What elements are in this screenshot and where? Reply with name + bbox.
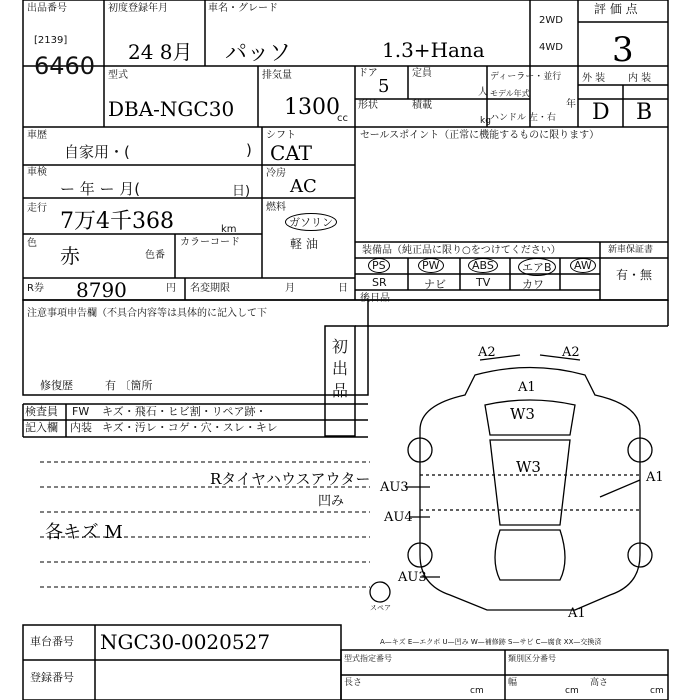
mark-w3-windshield: W3	[510, 405, 535, 423]
option-pw-label: PW	[418, 258, 444, 273]
door-label: ドア	[358, 68, 378, 79]
width-label: 幅	[508, 678, 518, 688]
rating-label: 評 価 点	[594, 2, 638, 16]
width-unit: cm	[565, 686, 579, 696]
shift-value: CAT	[270, 141, 312, 165]
length-label: 長さ	[344, 678, 363, 688]
reg-label: 登録番号	[30, 671, 74, 684]
capacity-unit: 人	[478, 87, 488, 98]
name-change-label: 名変期限	[190, 283, 230, 294]
displacement-label: 排気量	[262, 70, 292, 81]
equipment-title: 装備品（純正品に限り○をつけてください）	[362, 245, 561, 256]
option-airbag-label: エアB	[518, 258, 556, 276]
chassis-label: 車台番号	[30, 635, 74, 648]
color-no-label: 色番	[145, 250, 165, 261]
mileage-unit: km	[221, 224, 237, 235]
height-unit: cm	[650, 686, 664, 696]
recycle-value: 8790	[76, 278, 127, 302]
usage-label: 車歴	[27, 130, 47, 141]
first-reg-value: 24 8月	[128, 40, 193, 64]
lot-code: [2139]	[34, 35, 68, 46]
mark-a2-right: A2	[562, 345, 580, 360]
option-aw-label: AW	[570, 258, 596, 273]
interior-label: 内 装	[628, 73, 652, 84]
inspection-day: 日)	[232, 184, 251, 199]
exterior-grade: D	[592, 100, 610, 125]
rating-value: 3	[612, 30, 634, 70]
sales-points-label: セールスポイント（正常に機能するものに限ります）	[360, 130, 600, 141]
drive-2wd: 2WD	[539, 15, 563, 26]
model-year-label: モデル年式	[490, 89, 530, 98]
model-year-suffix: 年	[566, 99, 576, 110]
mark-a1-rear: A1	[568, 606, 586, 621]
option-airbag	[518, 258, 556, 276]
option-ps-label: PS	[368, 258, 390, 273]
color-value: 赤	[60, 244, 80, 268]
history-label: 修復歴	[40, 379, 73, 392]
ac-label: 冷房	[266, 168, 286, 179]
lot-label: 出品番号	[27, 3, 67, 14]
handwritten-note-3: 各キズ M	[45, 522, 123, 543]
mark-au3-left: AU3	[380, 480, 409, 495]
mark-a2-left: A2	[478, 345, 496, 360]
interior-grade: B	[636, 100, 653, 125]
option-ps	[368, 258, 390, 273]
shape-label: 形状	[358, 100, 378, 111]
height-label: 高さ	[590, 678, 609, 688]
fuel-diesel: 軽 油	[290, 237, 318, 251]
new-warranty-label: 新車保証書	[608, 245, 654, 255]
fuel-gasoline-circle: ガソリン	[285, 213, 337, 231]
fuel-label: 燃料	[266, 202, 286, 213]
color-code-label: カラーコード	[180, 237, 240, 248]
fuel-gasoline	[285, 213, 337, 231]
interior-items: キズ・汚レ・コゲ・穴・スレ・キレ	[102, 421, 278, 434]
capacity-label: 定員	[412, 68, 432, 79]
damage-legend: A—キズ E—エクボ U—凹み W—補修跡 S—サビ C—腐食 XX—交換済	[380, 638, 602, 646]
handwritten-note-1: Rタイヤハウスアウター	[210, 470, 371, 488]
dealer-label: ディーラー・並行	[490, 72, 562, 82]
first-listing-stamp: 初出品	[332, 337, 349, 400]
option-sr: SR	[372, 276, 387, 289]
delivery-label: 後日品	[360, 293, 390, 304]
load-label: 積載	[412, 100, 432, 111]
category-label: 類別区分番号	[508, 654, 556, 663]
usage-value: 自家用・(	[64, 143, 130, 161]
shift-label: シフト	[266, 130, 296, 141]
drive-4wd: 4WD	[539, 42, 563, 53]
mark-a1-right: A1	[646, 470, 664, 485]
fw-items: キズ・飛石・ヒビ割・リペア跡・	[102, 405, 267, 418]
mileage-label: 走行	[27, 203, 47, 214]
history-value: 有 〔箇所	[105, 379, 153, 392]
length-unit: cm	[470, 686, 484, 696]
inspection-label: 車検	[27, 167, 47, 178]
option-abs	[468, 258, 498, 273]
load-unit: kg	[480, 116, 491, 126]
name-grade-label: 車名・グレード	[208, 3, 278, 14]
mark-au4-left: AU4	[384, 510, 413, 525]
grade: 1.3+Hana	[382, 38, 485, 62]
name-change-day: 日	[338, 283, 348, 294]
mark-a1-top: A1	[518, 380, 536, 395]
handle-label: ハンドル 左・右	[490, 113, 556, 123]
option-leather: カワ	[522, 278, 544, 291]
option-pw	[418, 258, 444, 273]
door-value: 5	[378, 76, 390, 97]
option-tv: TV	[476, 276, 491, 289]
spare-label: スペア	[370, 604, 391, 612]
entry-label: 記入欄	[25, 421, 58, 434]
usage-close: )	[246, 141, 252, 159]
option-aw	[570, 258, 596, 273]
exterior-label: 外 装	[582, 73, 606, 84]
first-reg-label: 初度登録年月	[108, 3, 168, 14]
displacement-unit: cc	[337, 113, 348, 124]
model-value: DBA-NGC30	[108, 97, 235, 121]
mark-au3-rear: AU3	[398, 570, 427, 585]
warranty-value: 有・無	[616, 268, 653, 282]
lot-number: 6460	[34, 52, 96, 80]
option-abs-label: ABS	[468, 258, 498, 273]
color-label: 色	[27, 238, 37, 249]
displacement-value: 1300	[284, 95, 340, 120]
mark-w3-roof: W3	[516, 458, 541, 476]
declaration-label: 注意事項申告欄（不具合内容等は具体的に記入して下	[27, 308, 267, 319]
recycle-label: R券	[27, 283, 44, 294]
fw-label: FW	[72, 405, 90, 418]
car-name: パッソ	[225, 41, 292, 66]
recycle-unit: 円	[166, 283, 176, 294]
chassis-value: NGC30-0020527	[100, 630, 271, 654]
name-change-month: 月	[285, 283, 295, 294]
mileage-value: 7万4千368	[60, 209, 174, 234]
inspection-value: ー 年 ー 月(	[60, 180, 141, 198]
model-label: 型式	[108, 70, 128, 81]
handwritten-note-2: 凹み	[318, 494, 345, 509]
ac-value: AC	[290, 176, 317, 197]
option-navi: ナビ	[424, 278, 446, 291]
interior-label-2: 内装	[70, 421, 92, 434]
inspector-label: 検査員	[25, 405, 58, 418]
type-designation-label: 型式指定番号	[344, 654, 392, 663]
